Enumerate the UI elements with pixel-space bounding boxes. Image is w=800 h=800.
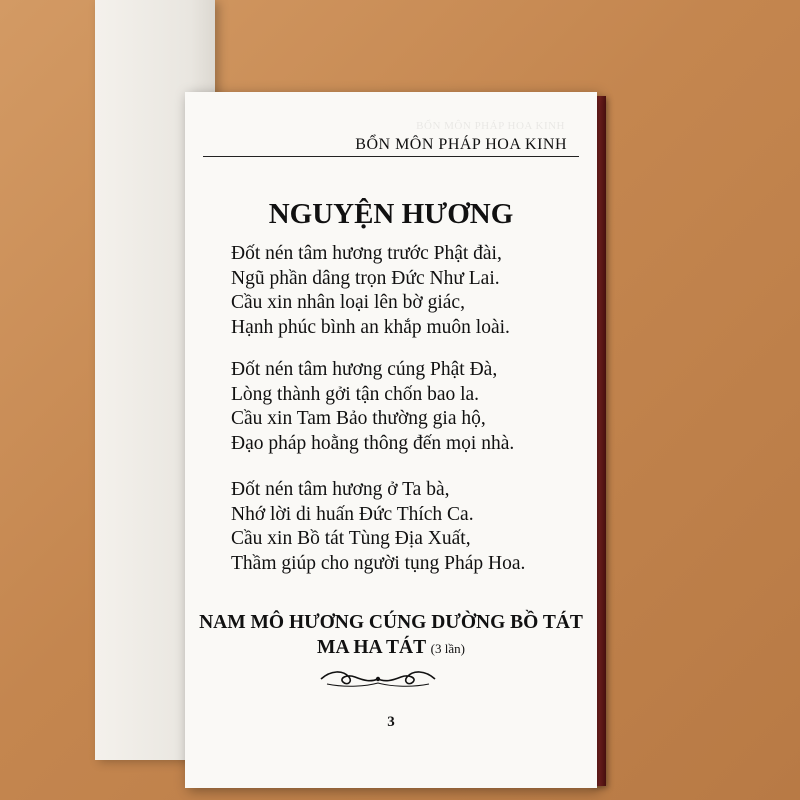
verse-line: Nhớ lời di huấn Đức Thích Ca. — [231, 503, 474, 525]
running-header — [203, 132, 579, 157]
verse-line: Đốt nén tâm hương ở Ta bà, — [231, 479, 450, 500]
book-page — [185, 92, 597, 788]
page-title: NGUYỆN HƯƠNG — [268, 198, 514, 230]
verse-line: Đốt nén tâm hương trước Phật đài, — [231, 243, 502, 264]
closing-line-2 — [185, 635, 597, 661]
page-number: 3 — [387, 714, 395, 730]
running-header-text: BỔN MÔN PHÁP HOA KINH — [355, 136, 567, 153]
verse-line: Cầu xin nhân loại lên bờ giác, — [231, 292, 465, 313]
closing-line-1: NAM MÔ HƯƠNG CÚNG DƯỜNG BỒ TÁT — [199, 612, 583, 633]
verse-line: Hạnh phúc bình an khắp muôn loài. — [231, 316, 510, 338]
verse-line: Lòng thành gởi tận chốn bao la. — [231, 383, 480, 405]
closing-invocation — [185, 610, 597, 661]
stanza-2 — [231, 358, 587, 456]
verse-line: Thầm giúp cho người tụng Pháp Hoa. — [231, 552, 526, 574]
show-through-text: BỔN MÔN PHÁP HOA KINH — [416, 120, 565, 132]
repeat-note: (3 lần) — [430, 641, 465, 656]
verse-line: Ngũ phần dâng trọn Đức Như Lai. — [231, 267, 500, 289]
closing-line-2-text: MA HA TÁT — [317, 637, 426, 658]
stanza-1 — [231, 242, 587, 340]
stanza-3 — [231, 478, 587, 576]
verse-line: Đạo pháp hoằng thông đến mọi nhà. — [231, 432, 515, 454]
verse-line: Đốt nén tâm hương cúng Phật Đà, — [231, 359, 498, 380]
verse-line: Cầu xin Bồ tát Tùng Địa Xuất, — [231, 528, 471, 549]
verse-line: Cầu xin Tam Bảo thường gia hộ, — [231, 408, 486, 429]
flourish-ornament-icon — [317, 668, 439, 690]
